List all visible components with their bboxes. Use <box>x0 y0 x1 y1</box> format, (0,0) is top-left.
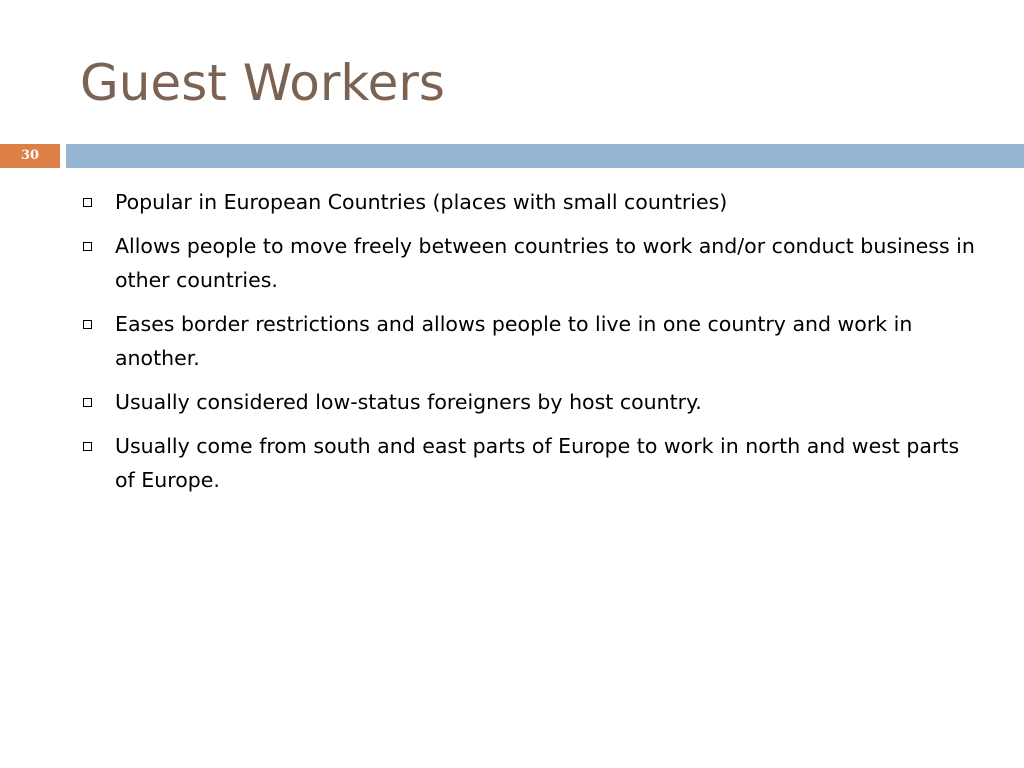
bullet-text: Usually considered low-status foreigners by host country. <box>115 390 702 414</box>
bullet-text: Allows people to move freely between countries to work and/or conduct business in other countries. <box>115 234 975 292</box>
slide-number: 30 <box>0 144 60 168</box>
bullet-item <box>80 185 980 219</box>
slide-title: Guest Workers <box>80 54 445 112</box>
bullet-item <box>80 385 980 419</box>
square-bullet-icon <box>83 442 92 451</box>
bullet-list <box>80 185 980 507</box>
square-bullet-icon <box>83 242 92 251</box>
bullet-text: Usually come from south and east parts of Europe to work in north and west parts of Europe. <box>115 434 960 492</box>
bullet-item <box>80 429 980 497</box>
square-bullet-icon <box>83 198 92 207</box>
bullet-item <box>80 307 980 375</box>
square-bullet-icon <box>83 398 92 407</box>
bullet-text: Popular in European Countries (places with small countries) <box>115 190 728 214</box>
bullet-text: Eases border restrictions and allows people to live in one country and work in another. <box>115 312 913 370</box>
bullet-item <box>80 229 980 297</box>
title-divider-bar <box>66 144 1024 168</box>
square-bullet-icon <box>83 320 92 329</box>
